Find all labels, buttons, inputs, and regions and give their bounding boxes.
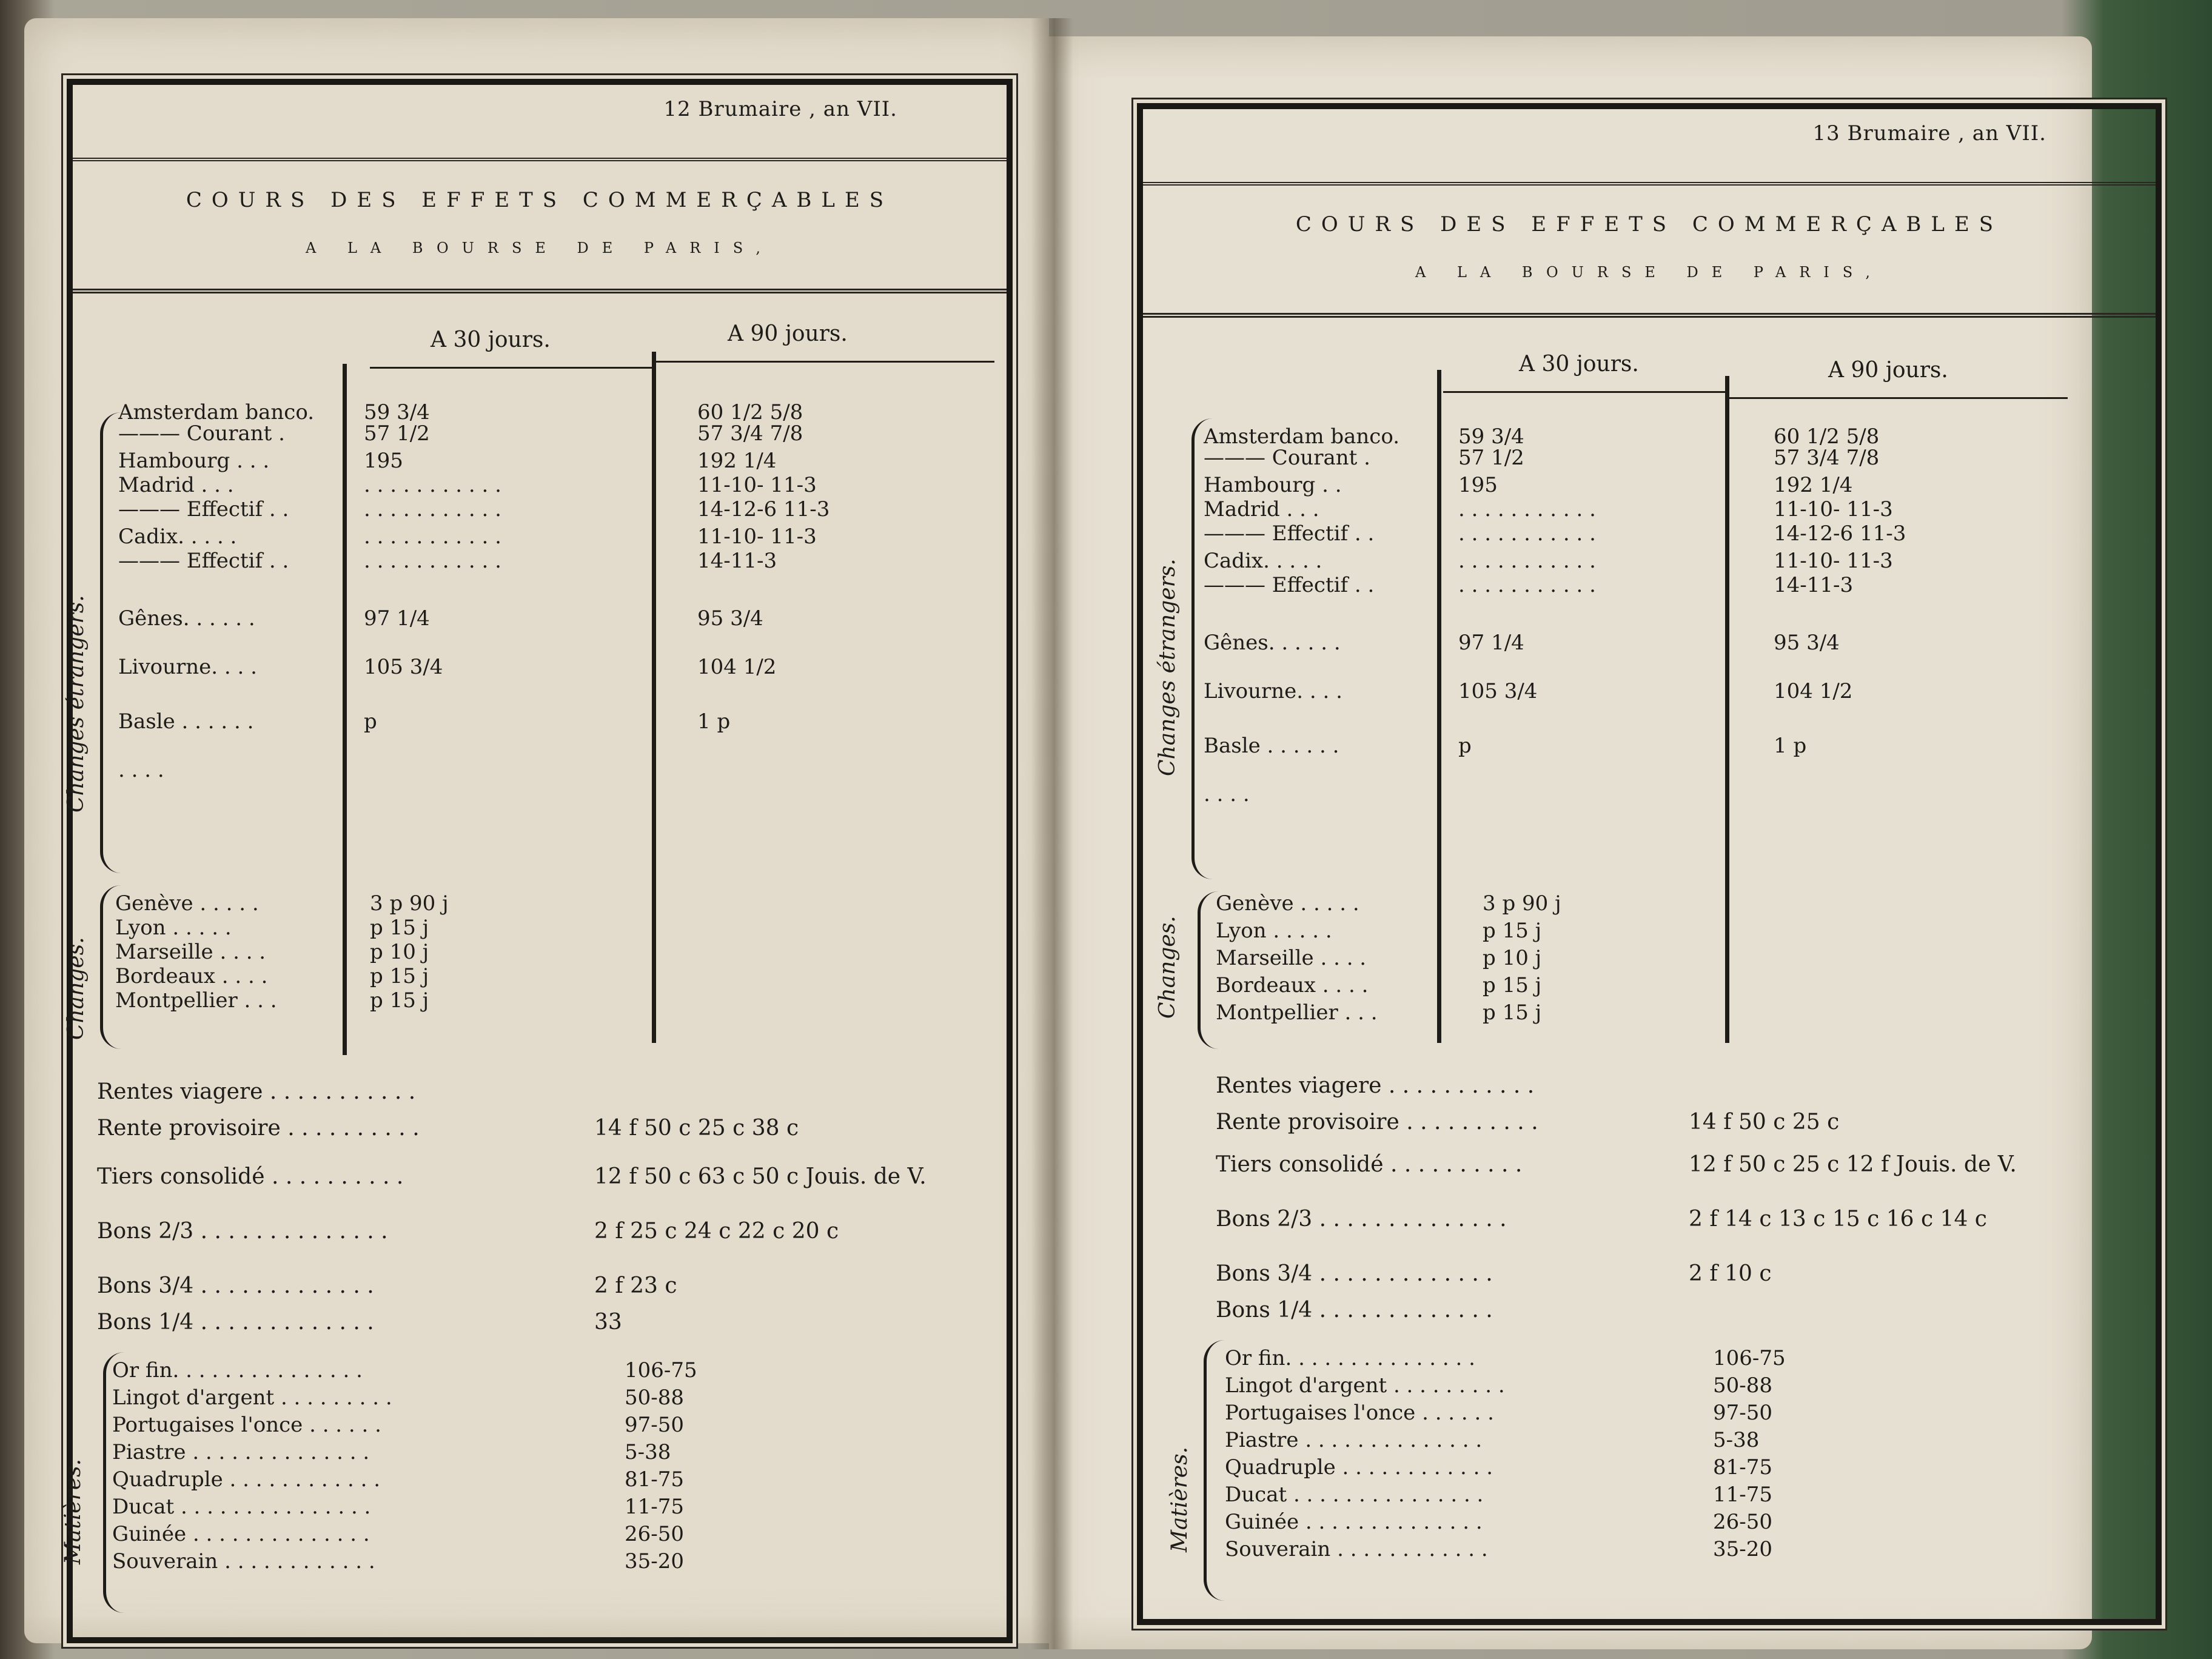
left-page-frame [61,79,1013,1643]
domestic-exchange-label: Montpellier . . . [1216,1000,1378,1025]
left-subtitle: A LA BOURSE DE PARIS, [306,240,774,256]
domestic-exchange-label: Montpellier . . . [115,988,277,1013]
exchange-row-label: Amsterdam banco. [1204,424,1400,449]
exchange-row-label: Cadix. . . . . [1204,549,1322,573]
fund-label: Tiers consolidé . . . . . . . . . . [97,1164,404,1189]
domestic-exchange-label: Genève . . . . . [115,891,259,916]
exchange-90-day-value: 11-10- 11-3 [1774,549,1893,573]
metal-price: 97-50 [1713,1401,1773,1425]
fund-value: 14 f 50 c 25 c [1689,1110,1840,1134]
col-rule [370,367,655,369]
metal-label: Or fin. . . . . . . . . . . . . . . [112,1358,363,1382]
exchange-30-day-value: 195 [364,449,403,473]
fund-label: Rentes viagere . . . . . . . . . . . [1216,1073,1535,1098]
exchange-90-day-value: 14-11-3 [1774,573,1854,597]
exchange-row-label: Basle . . . . . . [1204,734,1339,758]
book-gutter [1031,18,1073,1649]
fund-value: 2 f 10 c [1689,1261,1772,1286]
exchange-30-day-value: . . . . . . . . . . . [364,473,501,497]
left-date: 12 Brumaire , an VII. [663,97,897,121]
domestic-exchange-value: p 10 j [1483,946,1542,970]
right-side-label-changes-etrangers: Changes étrangers. [1155,558,1180,776]
right-side-label-matieres: Matières. [1167,1446,1192,1552]
fund-label: Rente provisoire . . . . . . . . . . [97,1116,420,1141]
right-side-label-changes: Changes. [1155,916,1180,1019]
exchange-row-label: Hambourg . . [1204,473,1342,497]
brace [1204,1340,1225,1601]
fund-label: Rentes viagere . . . . . . . . . . . [97,1079,416,1104]
domestic-exchange-value: p 15 j [370,964,429,988]
fund-label: Bons 2/3 . . . . . . . . . . . . . . [1216,1207,1507,1232]
metal-label: Lingot d'argent . . . . . . . . . [1225,1373,1505,1398]
right-page-frame [1137,103,2162,1625]
exchange-90-day-value: 14-11-3 [697,549,777,573]
metal-price: 81-75 [1713,1455,1773,1480]
fund-label: Bons 2/3 . . . . . . . . . . . . . . [97,1219,388,1244]
domestic-exchange-value: p 15 j [370,916,429,940]
metal-price: 50-88 [625,1386,685,1410]
exchange-row-label: Basle . . . . . . [118,709,254,734]
domestic-exchange-label: Lyon . . . . . [1216,919,1332,943]
fund-value: 33 [594,1310,622,1335]
fund-value: 12 f 50 c 63 c 50 c Jouis. de V. [594,1164,927,1189]
exchange-row-label: Hambourg . . . [118,449,270,473]
fund-value: 2 f 23 c [594,1273,677,1298]
metal-price: 11-75 [1713,1483,1773,1507]
exchange-90-day-value: 14-12-6 11-3 [1774,521,1906,546]
metal-label: Piastre . . . . . . . . . . . . . . [1225,1428,1483,1452]
fund-label: Rente provisoire . . . . . . . . . . [1216,1110,1538,1134]
exchange-30-day-value: 57 1/2 [364,421,430,446]
metal-label: Or fin. . . . . . . . . . . . . . . [1225,1346,1475,1370]
metal-label: Ducat . . . . . . . . . . . . . . . [1225,1483,1484,1507]
metal-price: 26-50 [625,1522,685,1546]
header-rule [1143,313,2156,321]
right-col30-heading: A 30 jours. [1519,352,1639,377]
right-title: COURS DES EFFETS COMMERÇABLES [1295,212,2003,236]
left-title: COURS DES EFFETS COMMERÇABLES [186,188,894,212]
col-rule [1443,391,1725,393]
right-date: 13 Brumaire , an VII. [1812,121,2046,146]
exchange-30-day-value: 97 1/4 [1458,631,1524,655]
exchange-90-day-value: 192 1/4 [1774,473,1853,497]
column-divider [652,352,656,1043]
metal-label: Souverain . . . . . . . . . . . . [112,1549,375,1574]
exchange-90-day-value: 95 3/4 [697,606,763,631]
exchange-row-label: Livourne. . . . [1204,679,1342,703]
exchange-30-day-value: . . . . . . . . . . . [1458,549,1596,573]
exchange-30-day-value: 57 1/2 [1458,446,1524,470]
exchange-90-day-value: 104 1/2 [697,655,777,679]
domestic-exchange-value: 3 p 90 j [370,891,449,916]
exchange-90-day-value: 11-10- 11-3 [697,525,817,549]
fund-label: Bons 1/4 . . . . . . . . . . . . . [97,1310,374,1335]
metal-price: 106-75 [1713,1346,1786,1370]
domestic-exchange-value: p 10 j [370,940,429,964]
exchange-30-day-value: . . . . . . . . . . . [364,525,501,549]
col-rule [1728,397,2068,399]
exchange-30-day-value: 105 3/4 [364,655,443,679]
metal-label: Portugaises l'once . . . . . . [112,1413,381,1437]
metal-price: 81-75 [625,1467,685,1492]
metal-label: Portugaises l'once . . . . . . [1225,1401,1494,1425]
col-rule [655,361,994,363]
exchange-30-day-value: . . . . . . . . . . . [364,497,501,521]
exchange-30-day-value: . . . . . . . . . . . [1458,573,1596,597]
exchange-30-day-value: . . . . . . . . . . . [364,549,501,573]
right-col90-heading: A 90 jours. [1828,358,1948,383]
exchange-90-day-value: 57 3/4 7/8 [697,421,803,446]
domestic-exchange-label: Bordeaux . . . . [115,964,268,988]
left-header [73,85,1007,297]
metal-price: 35-20 [1713,1537,1773,1561]
metal-label: Ducat . . . . . . . . . . . . . . . [112,1495,371,1519]
exchange-90-day-value: 57 3/4 7/8 [1774,446,1880,470]
fund-label: Bons 3/4 . . . . . . . . . . . . . [1216,1261,1493,1286]
metal-label: Quadruple . . . . . . . . . . . . [112,1467,381,1492]
exchange-row-label: ——— Effectif . . [1204,573,1375,597]
exchange-30-day-value: 105 3/4 [1458,679,1538,703]
exchange-row-label: Madrid . . . [118,473,234,497]
fund-label: Bons 1/4 . . . . . . . . . . . . . [1216,1298,1493,1322]
domestic-exchange-value: p 15 j [1483,973,1542,997]
exchange-90-day-value: 11-10- 11-3 [697,473,817,497]
exchange-30-day-value: p [1458,734,1472,758]
domestic-exchange-label: Lyon . . . . . [115,916,232,940]
column-divider [1437,370,1441,1043]
exchange-row-label: Cadix. . . . . [118,525,237,549]
exchange-30-day-value: . . . . . . . . . . . [1458,497,1596,521]
domestic-exchange-value: p 15 j [1483,1000,1542,1025]
right-subtitle: A LA BOURSE DE PARIS, [1415,264,1883,281]
domestic-exchange-value: 3 p 90 j [1483,891,1561,916]
metal-price: 97-50 [625,1413,685,1437]
right-header [1143,109,2156,321]
fund-value: 2 f 14 c 13 c 15 c 16 c 14 c [1689,1207,1987,1232]
metal-label: Guinée . . . . . . . . . . . . . . [112,1522,370,1546]
brace [100,412,121,873]
metal-label: Piastre . . . . . . . . . . . . . . [112,1440,370,1464]
exchange-row-label: ——— Courant . [118,421,285,446]
header-rule [1143,182,2156,189]
exchange-row-label: ——— Effectif . . [118,497,289,521]
metal-label: Souverain . . . . . . . . . . . . [1225,1537,1488,1561]
exchange-30-day-value: 97 1/4 [364,606,430,631]
exchange-30-day-value: . . . . . . . . . . . [1458,521,1596,546]
exchange-90-day-value: 60 1/2 5/8 [697,400,803,424]
left-side-label-changes-etrangers: Changes étrangers. [64,595,89,813]
exchange-row-label: Livourne. . . . [118,655,257,679]
metal-price: 26-50 [1713,1510,1773,1534]
left-side-label-changes: Changes. [64,937,89,1040]
brace [1191,418,1213,879]
exchange-row-label: ——— Courant . [1204,446,1370,470]
metal-price: 35-20 [625,1549,685,1574]
exchange-90-day-value: 14-12-6 11-3 [697,497,830,521]
metal-price: 106-75 [625,1358,697,1382]
metal-price: 5-38 [625,1440,671,1464]
left-side-label-matieres: Matières. [61,1458,85,1564]
header-rule [73,158,1007,165]
exchange-30-day-value: 59 3/4 [1458,424,1524,449]
column-divider [1725,376,1729,1043]
fund-value: 14 f 50 c 25 c 38 c [594,1116,799,1141]
metal-label: Quadruple . . . . . . . . . . . . [1225,1455,1493,1480]
column-divider [343,364,347,1055]
exchange-90-day-value: 104 1/2 [1774,679,1853,703]
exchange-90-day-value: 11-10- 11-3 [1774,497,1893,521]
exchange-row-label: Madrid . . . [1204,497,1319,521]
domestic-exchange-label: Genève . . . . . [1216,891,1359,916]
exchange-30-day-value: 195 [1458,473,1498,497]
exchange-90-day-value: 1 p [1774,734,1807,758]
fund-value: 2 f 25 c 24 c 22 c 20 c [594,1219,839,1244]
exchange-row-label: ——— Effectif . . [118,549,289,573]
domestic-exchange-value: p 15 j [1483,919,1542,943]
exchange-90-day-value: 95 3/4 [1774,631,1840,655]
metal-price: 11-75 [625,1495,685,1519]
fund-label: Bons 3/4 . . . . . . . . . . . . . [97,1273,374,1298]
domestic-exchange-label: Bordeaux . . . . [1216,973,1369,997]
exchange-90-day-value: 192 1/4 [697,449,777,473]
header-rule [73,289,1007,297]
domestic-exchange-label: Marseille . . . . [115,940,266,964]
exchange-30-day-value: p [364,709,377,734]
exchange-90-day-value: 60 1/2 5/8 [1774,424,1880,449]
metal-label: Guinée . . . . . . . . . . . . . . [1225,1510,1483,1534]
fund-value: 12 f 50 c 25 c 12 f Jouis. de V. [1689,1152,2017,1177]
left-col90-heading: A 90 jours. [728,321,848,346]
exchange-row-label: ——— Effectif . . [1204,521,1375,546]
metal-price: 50-88 [1713,1373,1773,1398]
domestic-exchange-value: p 15 j [370,988,429,1013]
fund-label: Tiers consolidé . . . . . . . . . . [1216,1152,1523,1177]
exchange-30-day-value: 59 3/4 [364,400,430,424]
metal-label: Lingot d'argent . . . . . . . . . [112,1386,392,1410]
exchange-row-label: Amsterdam banco. [118,400,315,424]
domestic-exchange-label: Marseille . . . . [1216,946,1367,970]
left-col30-heading: A 30 jours. [431,327,551,352]
metal-price: 5-38 [1713,1428,1760,1452]
exchange-row-label: . . . . [118,758,164,782]
exchange-row-label: Gênes. . . . . . [118,606,255,631]
exchange-row-label: . . . . [1204,782,1250,806]
exchange-row-label: Gênes. . . . . . [1204,631,1341,655]
exchange-90-day-value: 1 p [697,709,731,734]
